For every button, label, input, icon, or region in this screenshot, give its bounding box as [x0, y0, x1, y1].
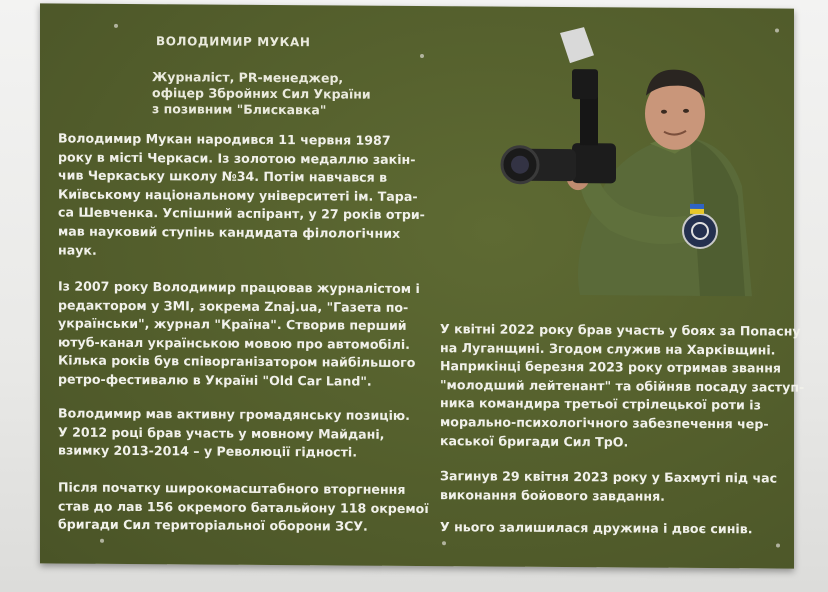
biography-line: У квітні 2022 року брав участь у боях за Попасну [440, 321, 801, 339]
biography-line: са Шевченка. Успішний аспірант, у 27 років отри- [58, 204, 425, 223]
ukraine-flag-icon [690, 204, 704, 214]
biography-line: виконання бойового завдання. [440, 486, 665, 504]
screw-hole [100, 539, 104, 543]
biography-paragraph [58, 129, 425, 262]
biography-line: бригади Сил територіальної оборони ЗСУ. [58, 516, 368, 534]
service-paragraph [58, 478, 429, 536]
civic-paragraph [58, 404, 410, 462]
biography-line: став до лав 156 окремого батальйону 118 окремої [58, 498, 429, 516]
biography-line: каської бригади Сил ТрО. [440, 432, 629, 450]
biography-line: взимку 2013-2014 – у Революції гідності. [58, 442, 358, 460]
biography-line: наук. [58, 242, 97, 258]
family-paragraph [440, 518, 753, 539]
camera-icon [502, 95, 616, 184]
biography-line: редактором у ЗМІ, зокрема Znaj.ua, "Газета по- [58, 297, 409, 315]
biography-line: на Луганщині. Згодом служив на Харківщині. [440, 339, 776, 358]
biography-line: Київському національному університеті ім. Тара- [58, 186, 418, 204]
person-name: ВОЛОДИМИР МУКАН [156, 34, 311, 50]
subtitle-line: офіцер Збройних Сил України [152, 85, 371, 102]
portrait-photo [460, 24, 760, 296]
screw-hole [442, 541, 446, 545]
biography-line: ютуб-канал українською мовою про автомобілі. [58, 334, 410, 352]
unit-patch-icon [683, 214, 717, 248]
screw-hole [114, 24, 118, 28]
biography-line: У нього залишилася дружина і двоє синів. [440, 519, 753, 537]
biography-line: року в місті Черкаси. Із золотою медаллю закін- [58, 149, 416, 167]
biography-line: У 2012 році брав участь у мовному Майдані, [58, 424, 385, 442]
career-paragraph [58, 277, 420, 391]
biography-line: Після початку широкомасштабного вторгнення [58, 479, 406, 497]
biography-line: Володимир мав активну громадянську позицію. [58, 405, 410, 423]
biography-line: українськи", журнал "Країна". Створив перший [58, 315, 407, 334]
screw-hole [420, 54, 424, 58]
subtitle-line: Журналіст, PR-менеджер, [152, 69, 344, 86]
biography-line: Загинув 29 квітня 2023 року у Бахмуті під час [440, 468, 778, 486]
biography-line: Із 2007 року Володимир працював журналістом і [58, 278, 420, 297]
biography-line: морально-психологічного забезпечення чер- [440, 414, 769, 432]
biography-line: Кілька років був співорганізатором найбільшого [58, 352, 416, 371]
flash-icon [560, 27, 598, 99]
biography-line: мав науковий ступінь кандидата філологічних [58, 223, 401, 241]
combat-paragraph [440, 320, 804, 453]
screw-hole [776, 544, 780, 548]
memorial-plaque [40, 3, 805, 568]
death-paragraph [440, 467, 777, 507]
biography-line: ника командира третьої стрілецької роти із [440, 395, 761, 413]
biography-line: Володимир Мукан народився 11 червня 1987 [58, 130, 391, 148]
biography-line: Наприкінці березня 2023 року отримав звання [440, 358, 782, 376]
subtitle-line: з позивним "Блискавка" [152, 101, 327, 118]
biography-line: "молодший лейтенант" та обійняв посаду заступ- [440, 376, 805, 395]
biography-line: чив Черкаську школу №34. Потім навчався в [58, 167, 388, 185]
biography-line: ретро-фестивалю в Україні "Old Car Land". [58, 371, 372, 389]
screw-hole [775, 28, 779, 32]
